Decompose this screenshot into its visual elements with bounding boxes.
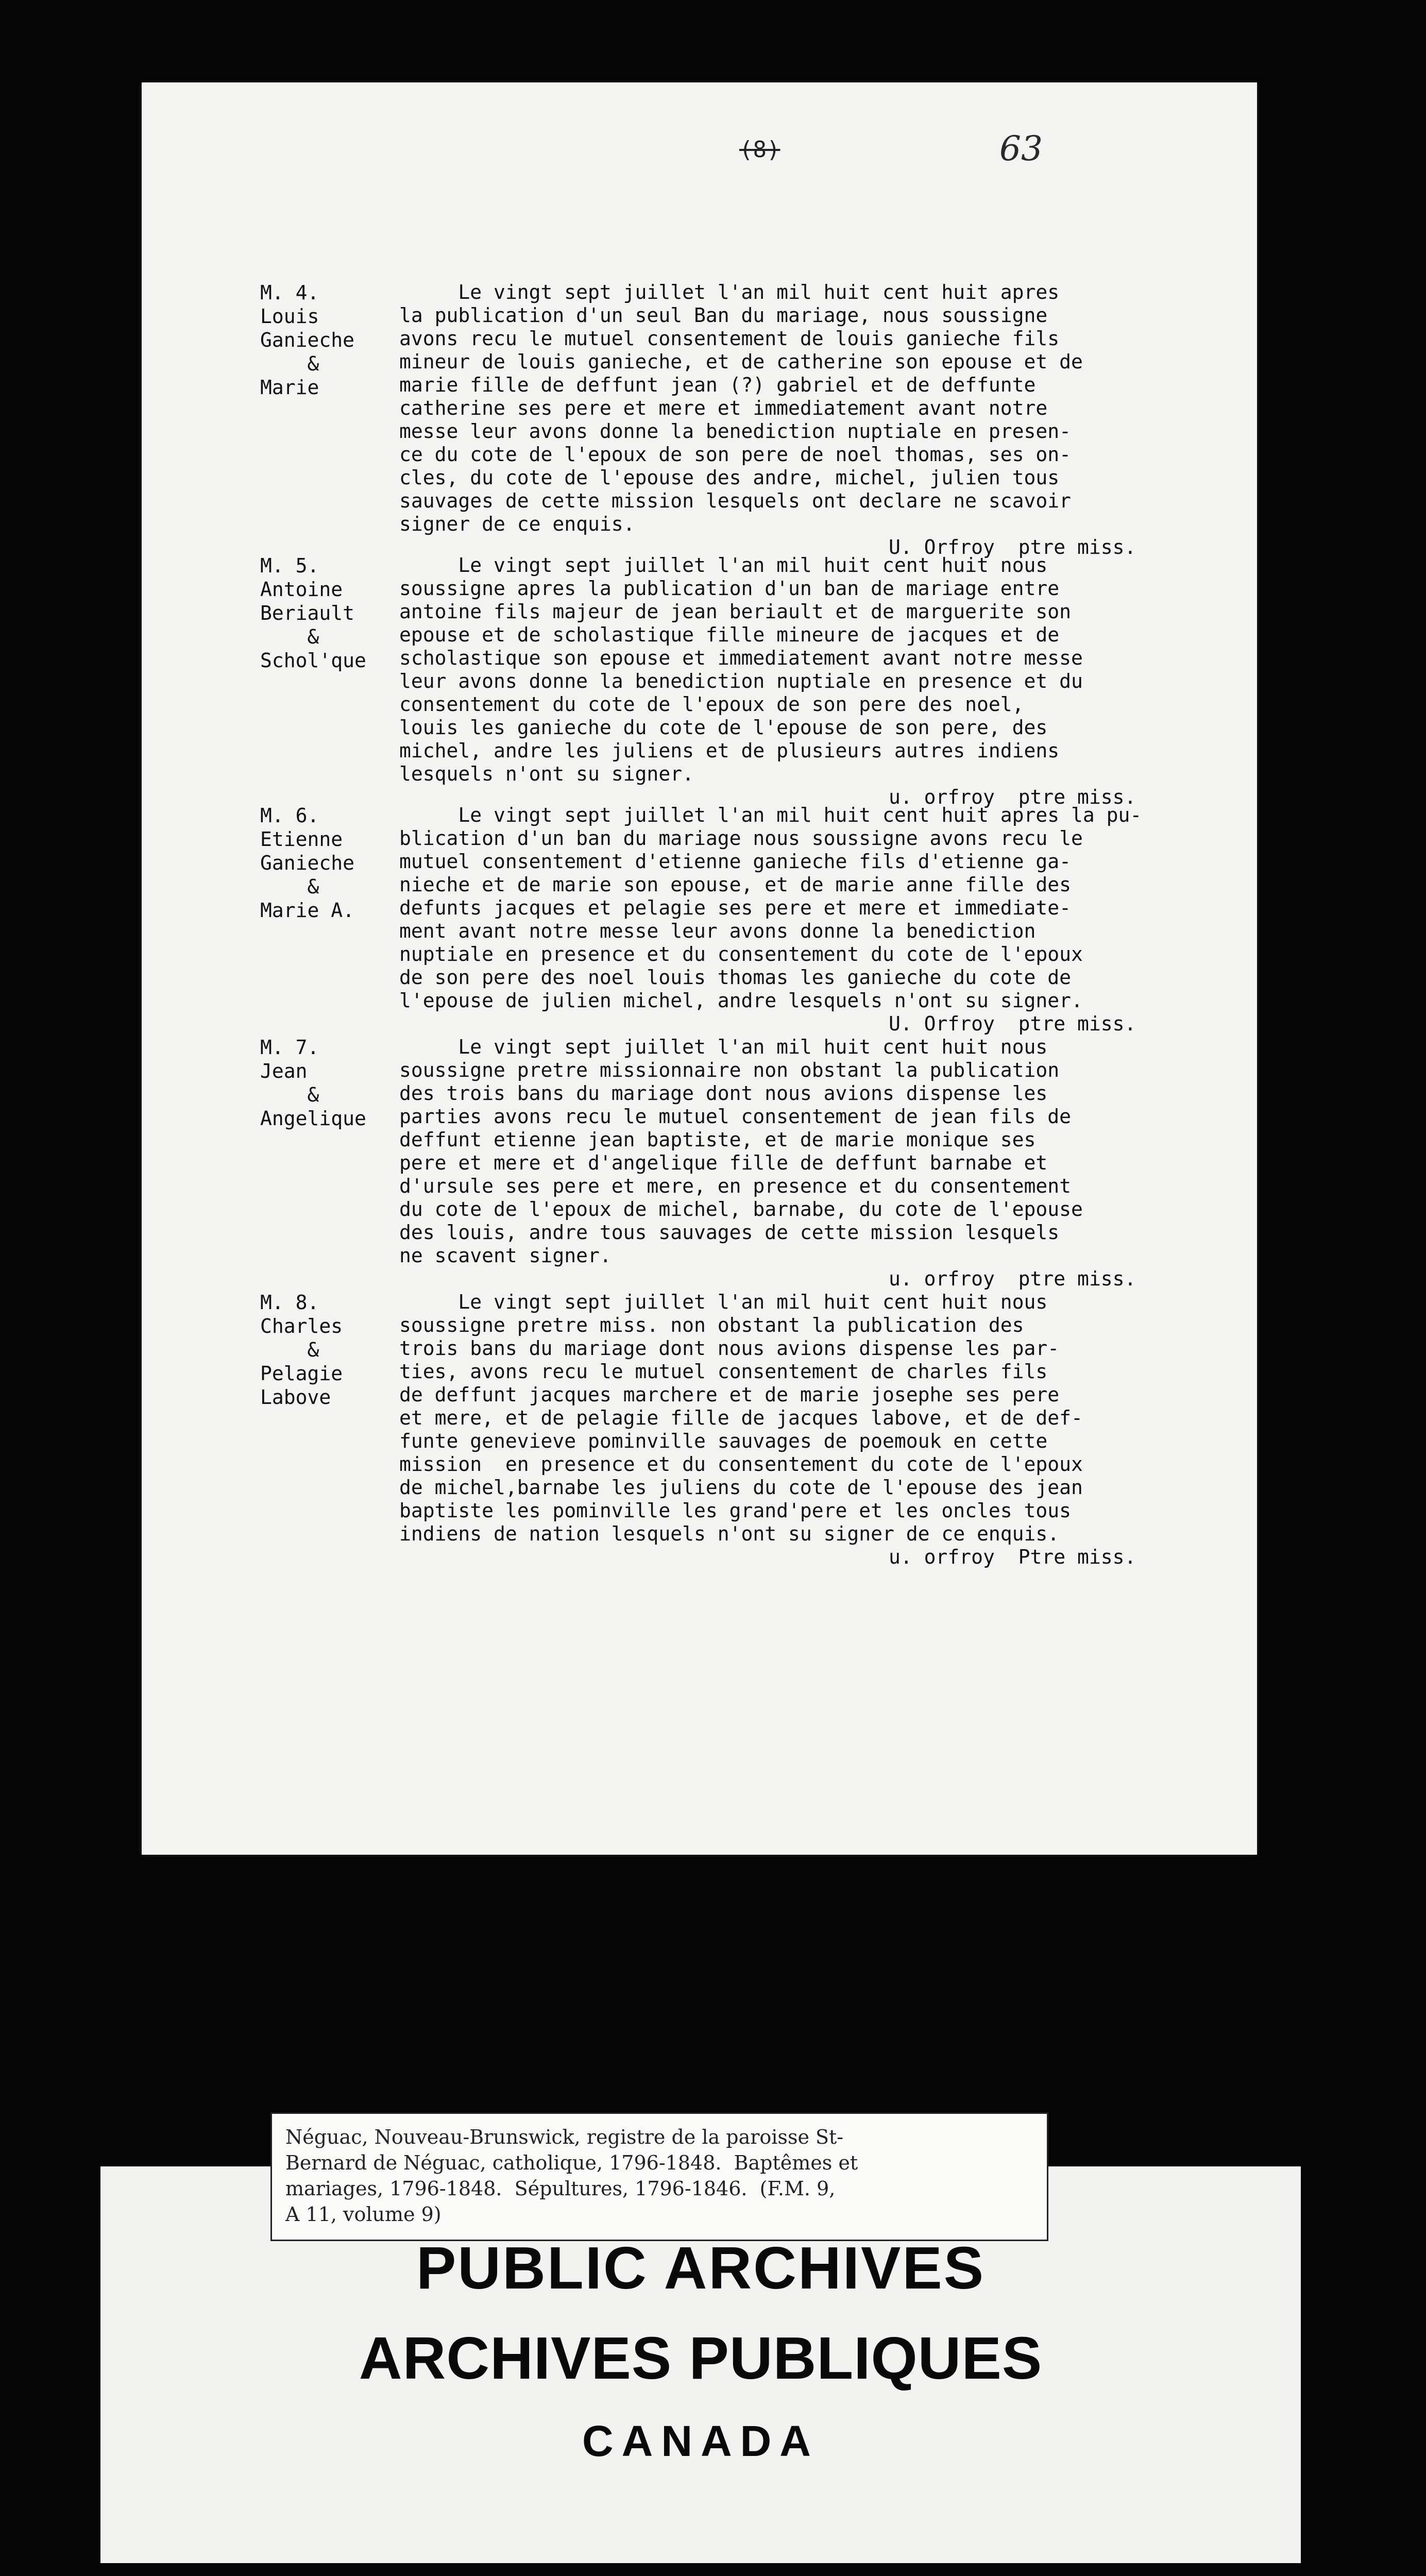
text-line: des louis, andre tous sauvages de cette mission lesquels	[399, 1221, 1060, 1244]
bride-surname: Labove	[260, 1386, 331, 1409]
priest-signature: U. Orfroy ptre miss.	[889, 536, 1136, 558]
text-line: lesquels n'ont su signer.	[399, 762, 694, 785]
text-line: leur avons donne la benediction nuptiale en presence et du	[399, 670, 1083, 692]
text-line: catherine ses pere et mere et immediatement avant notre	[399, 397, 1048, 419]
entry-number: M. 5.	[260, 554, 319, 577]
priest-signature: u. orfroy Ptre miss.	[889, 1546, 1136, 1568]
text-line: soussigne apres la publication d'un ban de mariage entre	[399, 577, 1060, 600]
text-line: messe leur avons donne la benediction nuptiale en presen-	[399, 420, 1072, 443]
entry-text	[399, 554, 1244, 809]
text-line: de deffunt jacques marchere et de marie josephe ses pere	[399, 1383, 1060, 1406]
text-line: de son pere des noel louis thomas les ganieche du cote de	[399, 966, 1072, 989]
entry-number: M. 4.	[260, 281, 319, 304]
citation-line: A 11, volume 9)	[285, 2203, 442, 2226]
groom-surname: Ganieche	[260, 329, 355, 351]
text-line: l'epouse de julien michel, andre lesquels n'ont su signer.	[399, 989, 1083, 1012]
ampersand: &	[260, 625, 319, 648]
text-line: Le vingt sept juillet l'an mil huit cent huit apres	[399, 281, 1060, 303]
bride-name: Schol'que	[260, 649, 366, 672]
entry-text	[399, 1291, 1244, 1569]
citation-line: Néguac, Nouveau-Brunswick, registre de la paroisse St-	[285, 2126, 844, 2148]
page-number: (8)	[739, 137, 780, 163]
text-line: consentement du cote de l'epoux de son pere des noel,	[399, 693, 1024, 716]
text-line: michel, andre les juliens et de plusieurs autres indiens	[399, 739, 1060, 762]
text-line: mutuel consentement d'etienne ganieche fils d'etienne ga-	[399, 850, 1072, 873]
text-line: et mere, et de pelagie fille de jacques labove, et de def-	[399, 1406, 1083, 1429]
text-line: d'ursule ses pere et mere, en presence et du consentement	[399, 1175, 1072, 1197]
bride-name: Angelique	[260, 1107, 366, 1130]
priest-signature: u. orfroy ptre miss.	[889, 786, 1136, 808]
bride-name: Marie A.	[260, 899, 355, 922]
entry-label	[260, 554, 394, 672]
groom-surname: Ganieche	[260, 852, 355, 874]
groom-surname: Beriault	[260, 602, 355, 624]
priest-signature: u. orfroy ptre miss.	[889, 1267, 1136, 1290]
text-line: scholastique son epouse et immediatement avant notre messe	[399, 647, 1083, 669]
archives-title-english: PUBLIC ARCHIVES	[416, 2234, 986, 2301]
text-line: de michel,barnabe les juliens du cote de l'epouse des jean	[399, 1476, 1083, 1499]
text-line: avons recu le mutuel consentement de louis ganieche fils	[399, 327, 1060, 350]
entry-text	[399, 281, 1244, 559]
text-line: des trois bans du mariage dont nous avions dispense les	[399, 1082, 1048, 1105]
text-line: mineur de louis ganieche, et de catherine son epouse et de	[399, 350, 1083, 373]
groom-name: Charles	[260, 1315, 343, 1337]
text-line: deffunt etienne jean baptiste, et de marie monique ses	[399, 1128, 1036, 1151]
text-line: sauvages de cette mission lesquels ont declare ne scavoir	[399, 489, 1072, 512]
text-line: parties avons recu le mutuel consentement de jean fils de	[399, 1105, 1072, 1128]
text-line: marie fille de deffunt jean (?) gabriel et de deffunte	[399, 374, 1036, 396]
text-line: soussigne pretre missionnaire non obstant la publication	[399, 1059, 1060, 1081]
entry-label	[260, 804, 394, 922]
text-line: Le vingt sept juillet l'an mil huit cent huit nous	[399, 1036, 1048, 1058]
ampersand: &	[260, 1083, 319, 1106]
groom-name: Etienne	[260, 828, 343, 851]
ampersand: &	[260, 875, 319, 898]
entry-number: M. 6.	[260, 804, 319, 827]
text-line: Le vingt sept juillet l'an mil huit cent huit nous	[399, 554, 1048, 577]
ampersand: &	[260, 1338, 319, 1361]
text-line: du cote de l'epoux de michel, barnabe, du cote de l'epouse	[399, 1198, 1083, 1221]
text-line: ties, avons recu le mutuel consentement de charles fils	[399, 1360, 1048, 1383]
groom-name: Louis	[260, 305, 319, 328]
text-line: epouse et de scholastique fille mineure de jacques et de	[399, 623, 1060, 646]
groom-name: Jean	[260, 1060, 308, 1082]
text-line: pere et mere et d'angelique fille de deffunt barnabe et	[399, 1151, 1048, 1174]
register-page	[142, 82, 1257, 1855]
entry-label	[260, 281, 394, 399]
archives-country: CANADA	[582, 2417, 819, 2465]
entry-label	[260, 1291, 394, 1409]
groom-name: Antoine	[260, 578, 343, 601]
text-line: louis les ganieche du cote de l'epouse de son pere, des	[399, 716, 1048, 739]
text-line: Le vingt sept juillet l'an mil huit cent huit apres la pu-	[399, 804, 1142, 826]
text-line: cles, du cote de l'epouse des andre, michel, julien tous	[399, 466, 1060, 489]
text-line: soussigne pretre miss. non obstant la publication des	[399, 1314, 1024, 1336]
text-line: signer de ce enquis.	[399, 513, 635, 535]
ampersand: &	[260, 352, 319, 375]
text-line: mission en presence et du consentement du cote de l'epoux	[399, 1453, 1083, 1476]
text-line: Le vingt sept juillet l'an mil huit cent huit nous	[399, 1291, 1048, 1313]
text-line: trois bans du mariage dont nous avions dispense les par-	[399, 1337, 1060, 1360]
text-line: ment avant notre messe leur avons donne la benediction	[399, 920, 1036, 942]
text-line: funte genevieve pominville sauvages de poemouk en cette	[399, 1430, 1048, 1452]
archives-title-french: ARCHIVES PUBLIQUES	[359, 2325, 1043, 2392]
bride-name: Pelagie	[260, 1362, 343, 1385]
priest-signature: U. Orfroy ptre miss.	[889, 1012, 1136, 1035]
text-line: nuptiale en presence et du consentement du cote de l'epoux	[399, 943, 1083, 965]
entry-text	[399, 1036, 1244, 1291]
text-line: la publication d'un seul Ban du mariage, nous soussigne	[399, 304, 1048, 327]
text-line: ne scavent signer.	[399, 1244, 612, 1267]
bride-name: Marie	[260, 376, 319, 399]
text-line: ce du cote de l'epoux de son pere de noel thomas, ses on-	[399, 443, 1072, 466]
folio-number: 63	[999, 129, 1043, 168]
text-line: nieche et de marie son epouse, et de marie anne fille des	[399, 873, 1072, 896]
text-line: blication d'un ban du mariage nous soussigne avons recu le	[399, 827, 1083, 850]
entry-number: M. 8.	[260, 1291, 319, 1314]
entry-text	[399, 804, 1244, 1036]
source-citation	[270, 2112, 1048, 2241]
text-line: indiens de nation lesquels n'ont su signer de ce enquis.	[399, 1522, 1060, 1545]
citation-line: Bernard de Néguac, catholique, 1796-1848. Baptêmes et	[285, 2151, 858, 2174]
text-line: baptiste les pominville les grand'pere et les oncles tous	[399, 1499, 1072, 1522]
entry-number: M. 7.	[260, 1036, 319, 1059]
entry-label	[260, 1036, 394, 1130]
text-line: antoine fils majeur de jean beriault et de marguerite son	[399, 600, 1072, 623]
citation-line: mariages, 1796-1848. Sépultures, 1796-1846. (F.M. 9,	[285, 2177, 836, 2200]
text-line: defunts jacques et pelagie ses pere et mere et immediate-	[399, 896, 1072, 919]
